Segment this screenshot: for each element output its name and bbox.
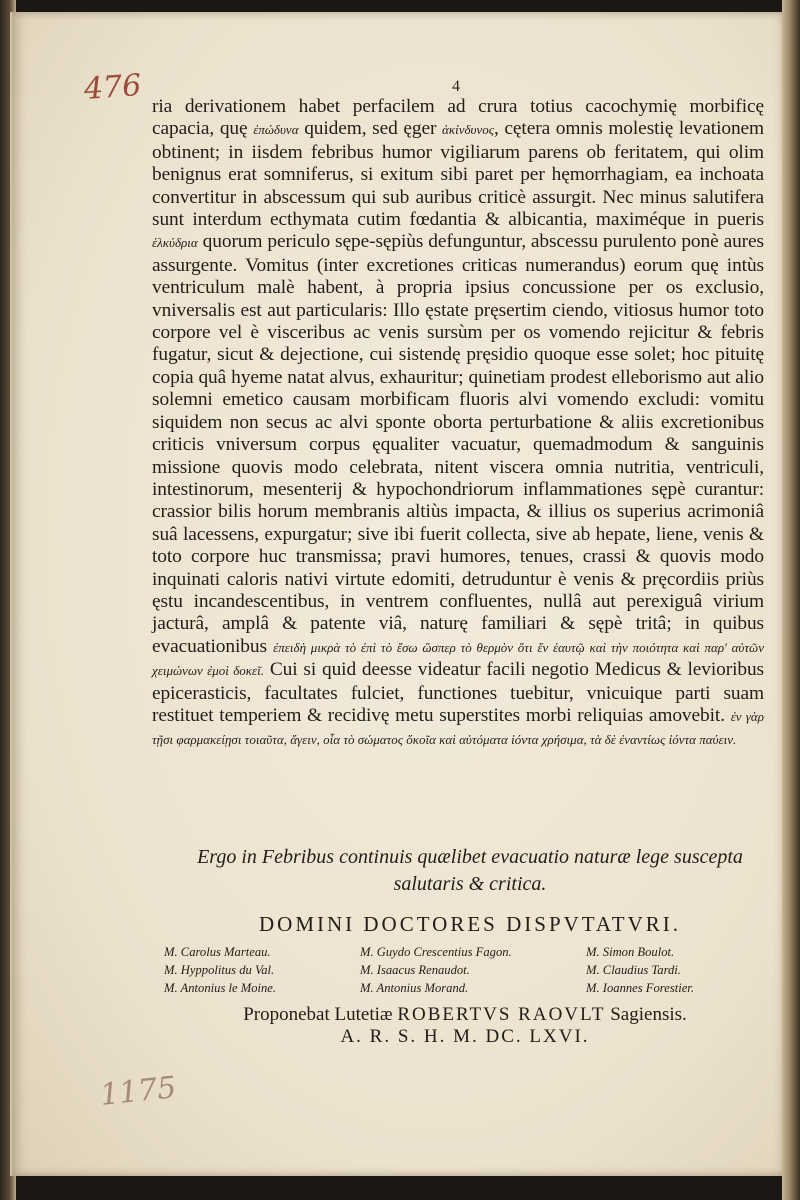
body-text-segment: quorum periculo sępe-sępiùs defunguntur, abscessu purulento ponè aures assurgente. Vomitus (inter excretiones criticas numerandus) eorum quę intùs ventriculum malè habent, à propria ipsius concussione per os exclusio, vniversalis est aut particularis: Illo ęstate pręsertim ciendo, vitiosus humor toto corpore vel è visceribus ac venis sursùm per os vomendo rejicitur & febris fugatur, sicut & dejectione, cui sistendę pręsidio quoque esse solet; hoc pituitę copia quâ hyeme natat alvus, exhauritur; quinetiam prodest elleborismo aut alio solemni emetico causam morbificam fluoris alvi vomendo excludi: vomitu siquidem non secus ac alvi sponte oborta perturbatione & aliis excretionibus criticis vniversum corpus ęqualiter vacuatur, quemadmodum & sanguinis missione quovis modo celebrata, nitent viscera omnia nutritia, ventriculi, intestinorum, mesenterij & hypochondriorum inflammationes sępè curantur: crassior bilis horum membranis altiùs impacta, & illius os superius acrimoniâ suâ lacessens, expurgatur; sive ibi fuerit collecta, sive ab hepate, liene, venis & toto corpore huc transmissa; pravi humores, tenues, crassi & quovis modo inquinati caloris nativi virtute edomiti, detruduntur è venis & pręcordiis priùs ęstu incandescentibus, in ventrem confluentes, nullâ aut perexiguâ virium jacturâ, amplâ & patente viâ, naturę familiari & sępè tritâ; in quibus evacuationibus: [152, 231, 764, 657]
body-text-segment: quidem, sed ęger: [304, 118, 437, 140]
doctor-name: M. Simon Boulot.: [586, 945, 675, 959]
imprint: [160, 1004, 770, 1048]
doctor-name: M. Guydo Crescentius Fagon.: [360, 945, 512, 959]
manuscript-note-bottom: 1175: [98, 1070, 178, 1113]
greek-term: ἐπώδυνα: [253, 122, 299, 138]
page-number: 4: [452, 78, 460, 95]
body-text-segment: , cętera omnis molestię levationem obtinent; in iisdem febribus humor vigiliarum parens ob feritatem, qui olim benignus erat somniferus, si exitum sibi paret per hęmorrhagiam, ea inchoata convertitur in abscessum qui sub auribus criticè assurgit. Nec minus salutifera sunt interdum ecthymata cutim fœdantia & albicantia, maximéque in pueris: [152, 118, 765, 231]
conclusion-line: Ergo in Febribus continuis quælibet evacuatio naturæ lege suscepta: [197, 846, 743, 868]
conclusion-line: salutaris & critica.: [393, 873, 547, 895]
doctor-name: M. Antonius Morand.: [360, 981, 469, 995]
greek-term: ἀκίνδυνος: [442, 122, 495, 138]
manuscript-folio-number: 476: [82, 68, 143, 107]
body-paragraph: [152, 96, 764, 752]
imprint-origin: Sagiensis.: [610, 1004, 687, 1025]
doctor-name: M. Claudius Tardi.: [586, 963, 681, 977]
imprint-date: A. R. S. H. M. DC. LXVI.: [340, 1026, 590, 1047]
greek-quotation: ἐν γὰρ τῇσι φαρμακείῃσι τοιαῦτα, ἄγειν, οἷα τὸ σώματος ὅκοῖα καὶ αὐτόματα ἰόντα χρήσιμα, τὰ δὲ ἐναντίως ἰόντα παύειν.: [152, 708, 764, 748]
doctors-heading: DOMINI DOCTORES DISPVTATVRI.: [258, 912, 682, 936]
body-text-segment: Cui si quid deesse videatur facili negotio Medicus & levioribus epicerasticis, facultates fulciet, functiones tuebitur, vnicuique parti suam restituet temperiem & recidivę metu superstites morbi reliquias amovebit.: [152, 659, 764, 726]
doctor-name: M. Antonius le Moine.: [164, 981, 277, 995]
greek-term: ἑλκύδρια: [152, 235, 198, 251]
doctor-name: M. Ioannes Forestier.: [586, 981, 694, 995]
body-text-segment: ria derivationem habet perfacilem ad crura totius cacochymię morbificę capacia, quę: [152, 96, 764, 140]
thesis-conclusion: [190, 844, 750, 898]
imprint-prefix: Proponebat Lutetiæ: [243, 1004, 393, 1025]
doctor-name: M. Isaacus Renaudot.: [360, 963, 470, 977]
doctor-name: M. Hyppolitus du Val.: [164, 963, 275, 977]
greek-quotation: ἐπειδὴ μικρὰ τὸ ἐπὶ τὸ ἔσω ὥσπερ τὸ θερμὸν ὅτι ἔν ἑαυτῷ καὶ τὴν ποιότητα καὶ παρ' αὐτῶν χειμώνων ἐμοὶ δοκεῖ.: [152, 639, 764, 679]
imprint-author: ROBERTVS RAOVLT: [397, 1004, 606, 1025]
doctors-list: [164, 944, 764, 996]
doctor-name: M. Carolus Marteau.: [164, 945, 271, 959]
imprint-line: [160, 1004, 770, 1026]
page-stack-edge: [782, 0, 800, 1200]
main-text: [152, 96, 764, 752]
